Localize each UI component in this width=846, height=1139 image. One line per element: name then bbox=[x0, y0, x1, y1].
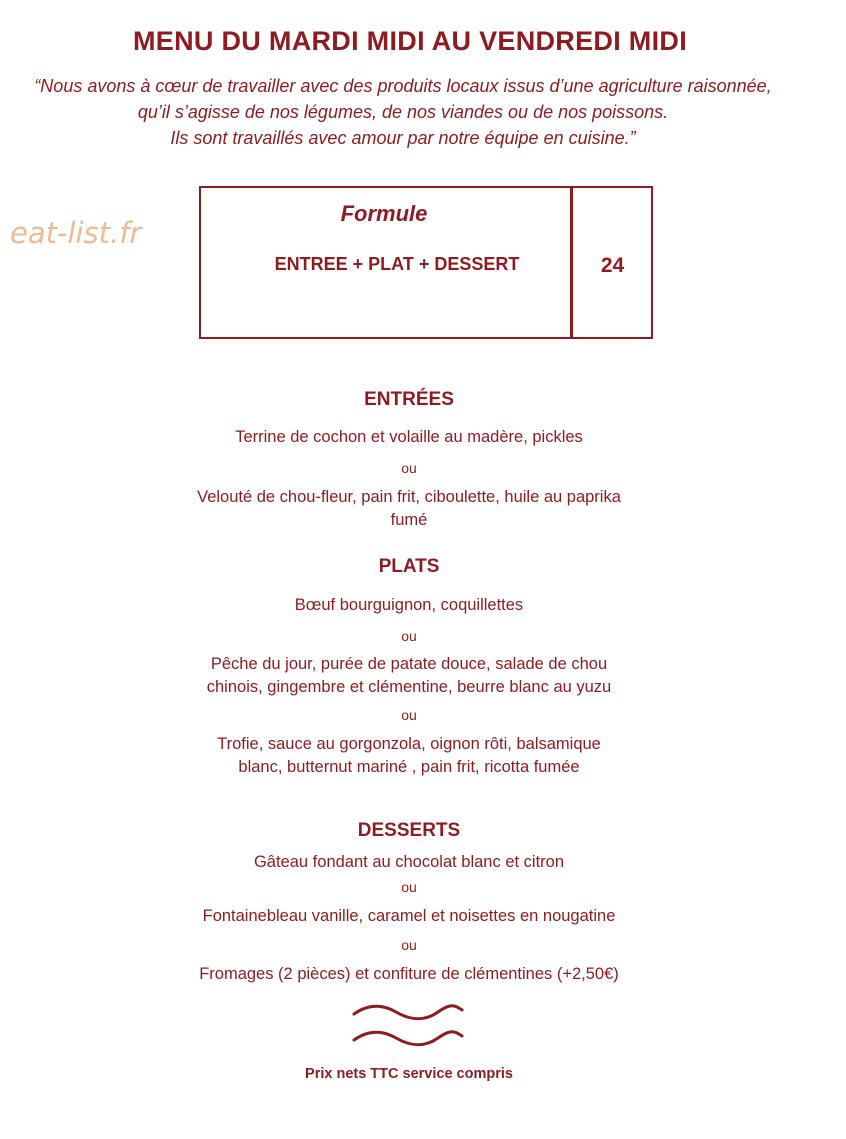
intro-line-2: qu’il s’agisse de nos légumes, de nos viandes ou de nos poissons. bbox=[137, 102, 669, 122]
intro-line-1: “Nous avons à cœur de travailler avec des produits locaux issus d’une agriculture raisonnée, bbox=[34, 76, 772, 96]
separator-or: ou bbox=[401, 707, 417, 723]
section-heading-entrees: ENTRÉES bbox=[364, 389, 454, 410]
menu-item-line: Bœuf bourguignon, coquillettes bbox=[294, 596, 524, 614]
double-wave-icon bbox=[352, 1002, 464, 1050]
menu-item bbox=[120, 851, 698, 874]
section-heading-plats: PLATS bbox=[378, 556, 440, 577]
separator-or: ou bbox=[401, 460, 417, 476]
menu-title: MENU DU MARDI MIDI AU VENDREDI MIDI bbox=[133, 26, 687, 56]
menu-item-line: Fromages (2 pièces) et confiture de clémentines (+2,50€) bbox=[199, 965, 619, 983]
menu-item bbox=[120, 594, 698, 617]
watermark: eat-list.fr bbox=[10, 216, 142, 250]
menu-item-line: chinois, gingembre et clémentine, beurre blanc au yuzu bbox=[206, 678, 612, 696]
menu-item bbox=[120, 486, 698, 532]
menu-item-line: Trofie, sauce au gorgonzola, oignon rôti, balsamique bbox=[217, 735, 601, 753]
menu-item-line: Gâteau fondant au chocolat blanc et citron bbox=[253, 853, 565, 871]
menu-item-line: fumé bbox=[390, 511, 428, 529]
menu-item bbox=[120, 426, 698, 449]
section-heading-desserts: DESSERTS bbox=[357, 820, 461, 841]
formule-detail: ENTREE + PLAT + DESSERT bbox=[274, 254, 520, 274]
formule-title: Formule bbox=[340, 201, 428, 226]
menu-item bbox=[120, 905, 698, 928]
menu-item-line: blanc, butternut mariné , pain frit, ricotta fumée bbox=[238, 758, 580, 776]
separator-or: ou bbox=[401, 628, 417, 644]
menu-item-line: Pêche du jour, purée de patate douce, salade de chou bbox=[210, 655, 608, 673]
menu-item-line: Terrine de cochon et volaille au madère, pickles bbox=[235, 428, 583, 446]
menu-item bbox=[120, 653, 698, 699]
separator-or: ou bbox=[401, 937, 417, 953]
separator-or: ou bbox=[401, 879, 417, 895]
menu-item-line: Velouté de chou-fleur, pain frit, ciboulette, huile au paprika bbox=[197, 488, 621, 506]
intro-line-3: Ils sont travaillés avec amour par notre équipe en cuisine.” bbox=[170, 128, 636, 148]
formule-price: 24 bbox=[600, 254, 625, 277]
menu-item bbox=[120, 963, 698, 986]
price-note: Prix nets TTC service compris bbox=[305, 1066, 513, 1082]
menu-item bbox=[120, 733, 698, 779]
menu-item-line: Fontainebleau vanille, caramel et noisettes en nougatine bbox=[202, 907, 616, 925]
